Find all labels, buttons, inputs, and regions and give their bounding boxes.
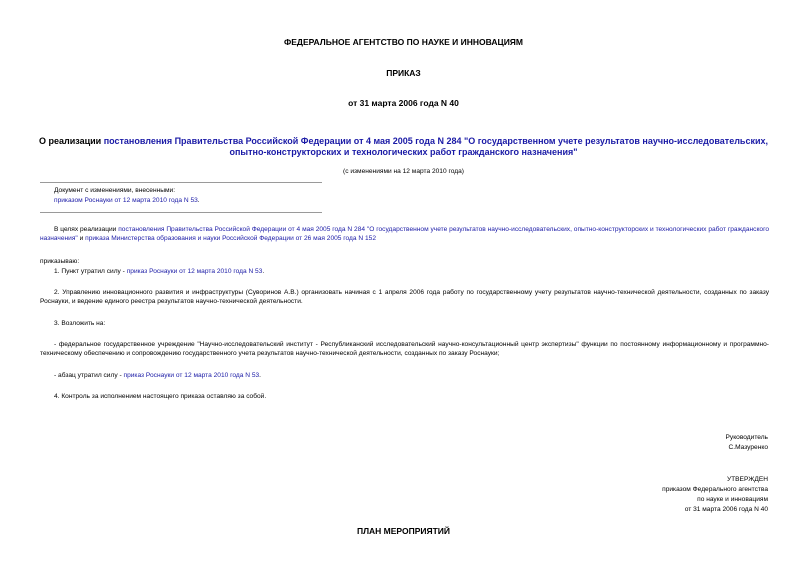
date-number-heading: от 31 марта 2006 года N 40 <box>348 98 459 108</box>
title-decree-link[interactable]: постановления Правительства Российской Федерации от 4 мая 2005 года N 284 "О государственном учете результатов научно-исследовательских, опытно-конструкторских и технологических работ гражданского назначения" <box>103 136 769 157</box>
order-word: приказываю: <box>40 258 80 265</box>
signature-name: С.Мазуренко <box>728 444 768 451</box>
item-1-suffix: . <box>262 268 265 275</box>
edition-note: (с изменениями на 12 марта 2010 года) <box>343 168 464 175</box>
preamble-order-link[interactable]: приказа Министерства образования и науки Российской Федерации от 26 мая 2005 года N 152 <box>85 235 377 242</box>
signature-position: Руководитель <box>725 434 768 441</box>
approval-line-2: приказом Федерального агентства <box>662 486 768 493</box>
doc-type-heading: ПРИКАЗ <box>386 68 421 78</box>
changes-box-entry <box>54 196 200 205</box>
item-4: 4. Контроль за исполнением настоящего приказа оставляю за собой. <box>54 393 267 400</box>
changes-box-top-rule <box>40 182 322 183</box>
approval-line-4: от 31 марта 2006 года N 40 <box>684 506 768 513</box>
changes-box-label: Документ с изменениями, внесенными: <box>54 187 176 194</box>
item-3-subitem-2 <box>54 371 261 380</box>
document-title <box>36 136 771 158</box>
item-3: 3. Возложить на: <box>54 320 106 327</box>
preamble-prefix: В целях реализации <box>54 226 119 233</box>
title-prefix: О реализации <box>38 136 104 146</box>
preamble-decree-link[interactable]: постановления Правительства Российской Федерации от 4 мая 2005 года N 284 "О государственном учете результатов научно-исследовательских, опытно-конструкторских и технологических работ гражданского назначения" <box>40 226 769 242</box>
preamble-middle: и <box>77 235 86 242</box>
item-3-subitem-1: - федеральное государственное учреждение "Научно-исследовательский институт - Республиканский исследовательский научно-консультационный центр экспертизы" функции по постоянному информационному и программно-техническому обеспечению и сопровождению государственного учета результатов научно-технической деятельности, созданных по заказу Роснауки; <box>40 341 769 357</box>
plan-title: ПЛАН МЕРОПРИЯТИЙ <box>356 526 451 536</box>
preamble-paragraph <box>40 225 769 243</box>
approval-line-1: УТВЕРЖДЕН <box>726 476 768 483</box>
item-1 <box>54 267 264 276</box>
agency-heading: ФЕДЕРАЛЬНОЕ АГЕНТСТВО ПО НАУКЕ И ИННОВАЦИЯМ <box>283 37 524 47</box>
item-3-subitem-2-link[interactable]: приказ Роснауки от 12 марта 2010 года N 53 <box>123 372 260 379</box>
changes-box-bottom-rule <box>40 212 322 213</box>
changes-box-suffix: . <box>197 197 200 204</box>
item-3-subitem-2-suffix: . <box>259 372 262 379</box>
item-1-prefix: 1. Пункт утратил силу - <box>54 268 127 275</box>
approval-line-3: по науке и инновациям <box>697 496 768 503</box>
item-1-link[interactable]: приказ Роснауки от 12 марта 2010 года N 53 <box>126 268 263 275</box>
changes-box-link[interactable]: приказом Роснауки от 12 марта 2010 года N 53 <box>54 197 198 204</box>
item-3-subitem-2-prefix: - абзац утратил силу - <box>54 372 124 379</box>
item-2: 2. Управлению инновационного развития и инфраструктуры (Суворинов А.В.) организовать начиная с 1 апреля 2006 года работу по государственному учету результатов научно-технической деятельности, созданных по заказу Роснауки, и ведение единого реестра результатов научно-технической деятельности. <box>40 289 769 305</box>
